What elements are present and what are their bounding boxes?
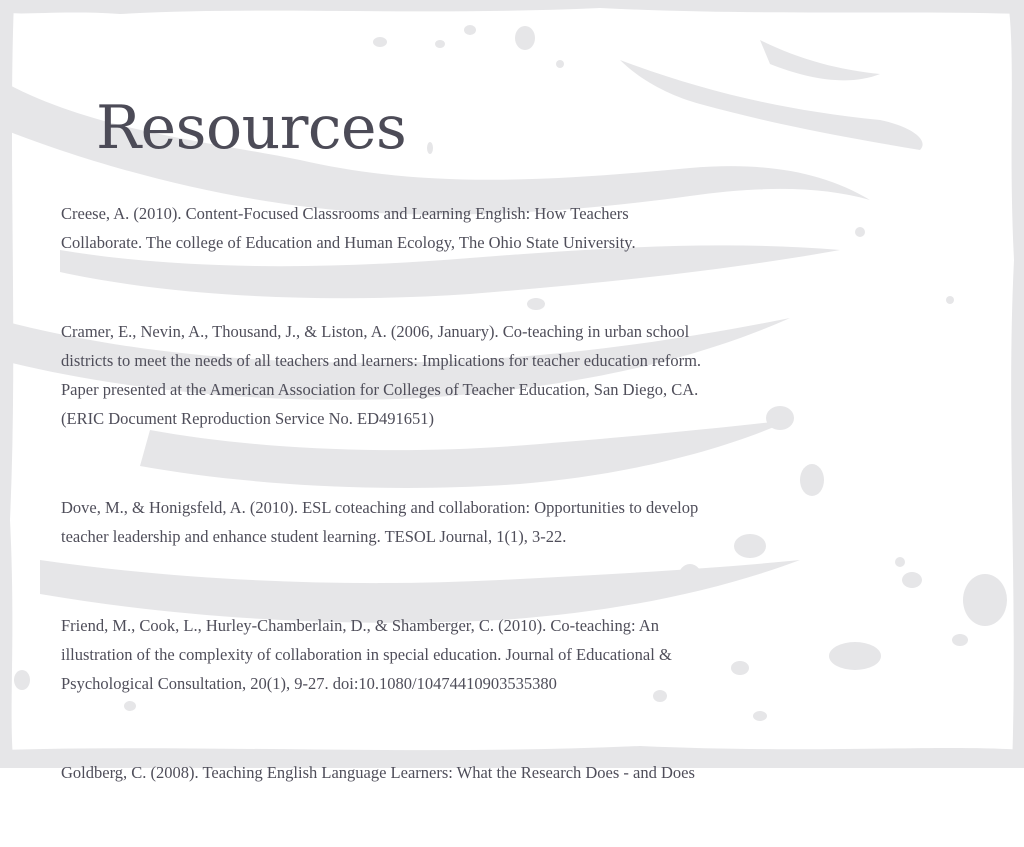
reference-line: Cramer, E., Nevin, A., Thousand, J., & Liston, A. (2006, January). Co-teaching in urban school [61,322,690,341]
reference-line: Friend, M., Cook, L., Hurley-Chamberlain, D., & Shamberger, C. (2010). Co-teaching: An [61,616,659,635]
reference-line: Paper presented at the American Association for Colleges of Teacher Education, San Diego, CA. [61,380,699,399]
reference-creese-2010 [61,199,821,257]
reference-cramer-2006 [61,317,821,433]
reference-list [61,199,821,847]
reference-line: Goldberg, C. (2008). Teaching English Language Learners: What the Research Does - and Does [61,763,695,782]
reference-dove-2010 [61,493,821,551]
reference-line: districts to meet the needs of all teachers and learners: Implications for teacher education reform. [61,351,702,370]
reference-line: teacher leadership and enhance student learning. TESOL Journal, 1(1), 3-22. [61,527,567,546]
slide-title: Resources [96,93,407,163]
reference-line: (ERIC Document Reproduction Service No. ED491651) [61,409,435,428]
reference-friend-2010 [61,611,821,698]
reference-line: Psychological Consultation, 20(1), 9-27. doi:10.1080/10474410903535380 [61,674,557,693]
reference-goldberg-2008 [61,758,821,787]
reference-line: Dove, M., & Honigsfeld, A. (2010). ESL coteaching and collaboration: Opportunities to develop [61,498,699,517]
reference-line: illustration of the complexity of collaboration in special education. Journal of Educational & [61,645,672,664]
reference-line: Creese, A. (2010). Content-Focused Classrooms and Learning English: How Teachers [61,204,629,223]
reference-line: Collaborate. The college of Education and Human Ecology, The Ohio State University. [61,233,636,252]
